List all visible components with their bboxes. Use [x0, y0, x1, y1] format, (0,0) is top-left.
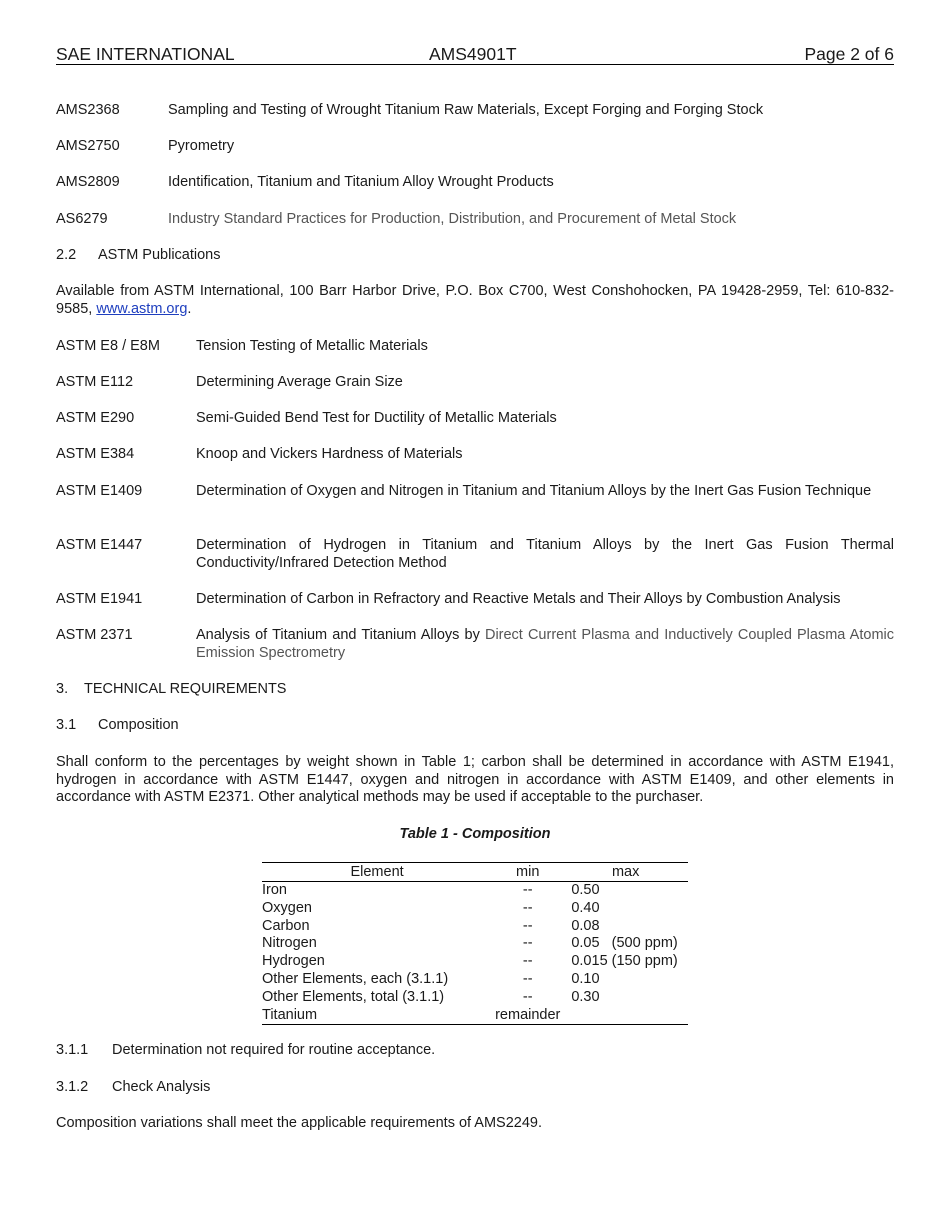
reference-code: ASTM E384 [56, 446, 135, 462]
reference-title [196, 627, 894, 662]
cell-min: -- [522, 953, 533, 970]
section-heading-3-1 [56, 717, 894, 735]
reference-title: Determination of Oxygen and Nitrogen in Titanium and Titanium Alloys by the Inert Gas Fusion Technique [196, 483, 872, 499]
header-page-number: Page 2 of 6 [804, 44, 894, 64]
reference-code: ASTM E112 [56, 374, 134, 390]
table-row [262, 882, 688, 900]
cell-max: 0.015 (150 ppm) [571, 953, 678, 970]
cell-max: 0.05 (500 ppm) [571, 935, 678, 952]
reference-title-part: Direct Current Plasma and Inductively Coupled Plasma Atomic Emission Spectrometry [196, 627, 894, 661]
astm-availability-paragraph [56, 283, 894, 318]
column-header-max: max [563, 863, 688, 882]
section-heading-2-2 [56, 247, 894, 265]
section-3-1-1 [56, 1042, 894, 1060]
section-title: ASTM Publications [98, 247, 221, 263]
cell-element: Carbon [262, 917, 310, 934]
check-analysis-paragraph: Composition variations shall meet the applicable requirements of AMS2249. [56, 1115, 543, 1131]
reference-code: ASTM 2371 [56, 627, 133, 643]
cell-element: Iron [262, 882, 287, 898]
reference-title: Knoop and Vickers Hardness of Materials [196, 446, 463, 462]
section-number: 2.2 [56, 247, 77, 263]
column-header-min: min [492, 863, 563, 882]
cell-element: Nitrogen [262, 935, 317, 952]
cell-min: remainder [495, 1006, 561, 1023]
column-header-element: Element [262, 863, 492, 882]
section-heading-3-1-2 [56, 1079, 894, 1097]
cell-min: -- [522, 899, 533, 916]
cell-element: Other Elements, each (3.1.1) [262, 970, 449, 987]
cell-min: -- [522, 970, 533, 987]
cell-element: Hydrogen [262, 953, 325, 970]
header-organization: SAE INTERNATIONAL [56, 44, 235, 64]
table-row [262, 989, 688, 1007]
reference-code: AMS2809 [56, 174, 120, 190]
section-number: 3.1.1 [56, 1042, 89, 1058]
table-caption: Table 1 - Composition [399, 826, 551, 842]
cell-min: -- [522, 935, 533, 952]
table-row [262, 900, 688, 918]
reference-title: Industry Standard Practices for Production, Distribution, and Procurement of Metal Stock [168, 211, 737, 227]
reference-code: ASTM E1941 [56, 591, 143, 607]
cell-element: Oxygen [262, 899, 312, 916]
section-title: Check Analysis [112, 1079, 211, 1095]
cell-min: -- [522, 988, 533, 1005]
reference-title: Sampling and Testing of Wrought Titanium Raw Materials, Except Forging and Forging Stock [168, 102, 764, 118]
section-number: 3.1 [56, 717, 77, 733]
cell-max: 0.10 [571, 970, 600, 987]
reference-title-part: Analysis of Titanium and Titanium Alloys by [196, 627, 485, 643]
composition-table [262, 862, 688, 1025]
reference-code: AMS2368 [56, 102, 120, 118]
reference-title: Determination of Hydrogen in Titanium and Titanium Alloys by the Inert Gas Fusion Thermal Conductivity/Infrared Detection Method [196, 537, 894, 571]
reference-title: Determination of Carbon in Refractory and Reactive Metals and Their Alloys by Combustion Analysis [196, 591, 841, 607]
reference-code: AS6279 [56, 211, 108, 227]
reference-title: Determining Average Grain Size [196, 374, 403, 390]
section-heading-3 [56, 681, 894, 699]
cell-min: -- [522, 882, 533, 898]
cell-max: 0.08 [571, 917, 600, 934]
table-row [262, 918, 688, 936]
cell-element: Titanium [262, 1006, 318, 1023]
section-title: TECHNICAL REQUIREMENTS [84, 681, 287, 697]
availability-text: Available from ASTM International, 100 Barr Harbor Drive, P.O. Box C700, West Conshohocken, PA 19428-2959, Tel: 610-832-9585, [56, 283, 894, 317]
cell-max: 0.40 [571, 899, 600, 916]
reference-title: Identification, Titanium and Titanium Alloy Wrought Products [168, 174, 554, 190]
reference-title: Tension Testing of Metallic Materials [196, 338, 428, 354]
cell-max [563, 1007, 688, 1025]
table-row [262, 953, 688, 971]
table-row [262, 971, 688, 989]
composition-paragraph: Shall conform to the percentages by weight shown in Table 1; carbon shall be determined in accordance with ASTM E1941, hydrogen in accordance with ASTM E1447, oxygen and nitrogen in accordance with ASTM E1409, and other elements in accordance with ASTM E2371. Other analytical methods may be used if acceptable to the purchaser. [56, 754, 894, 805]
reference-code: ASTM E1409 [56, 483, 143, 499]
table-header-row [262, 863, 688, 882]
table-row [262, 1007, 688, 1025]
cell-element: Other Elements, total (3.1.1) [262, 988, 445, 1005]
cell-min: -- [522, 917, 533, 934]
cell-max: 0.30 [571, 988, 600, 1005]
header-document-number: AMS4901T [429, 44, 517, 64]
page-header [56, 44, 894, 65]
reference-code: AMS2750 [56, 138, 120, 154]
reference-code: ASTM E1447 [56, 537, 143, 553]
availability-suffix: . [187, 300, 192, 317]
section-number: 3. [56, 681, 69, 697]
section-text: Determination not required for routine acceptance. [112, 1042, 436, 1058]
reference-title: Semi-Guided Bend Test for Ductility of Metallic Materials [196, 410, 557, 426]
reference-code: ASTM E8 / E8M [56, 338, 160, 354]
table-row [262, 935, 688, 953]
astm-website-link[interactable]: www.astm.org [96, 300, 188, 317]
reference-title: Pyrometry [168, 138, 235, 154]
reference-code: ASTM E290 [56, 410, 135, 426]
cell-max: 0.50 [571, 882, 600, 898]
section-title: Composition [98, 717, 179, 733]
section-number: 3.1.2 [56, 1079, 89, 1095]
